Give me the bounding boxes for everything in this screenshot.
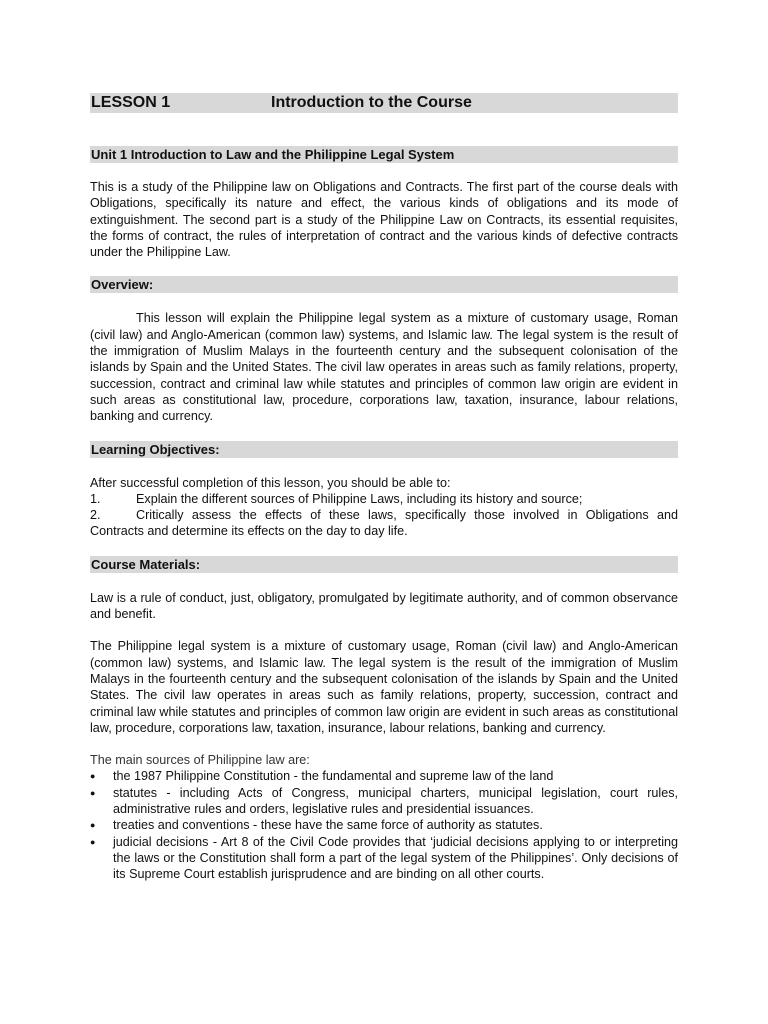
objectives-heading: Learning Objectives: (90, 441, 678, 458)
sources-intro: The main sources of Philippine law are: (90, 753, 310, 768)
bullet-icon: ● (90, 836, 96, 847)
source-text: judicial decisions - Art 8 of the Civil Code provides that ‘judicial decisions applying to or interpreting the laws or the Constitution shall form a part of the legal system of the Philippines’. Only decisions of its Supreme Court establish jurisprudence and are binding on all other courts. (113, 834, 678, 882)
objective-number: 2. (90, 508, 101, 523)
source-text: statutes - including Acts of Congress, municipal charters, municipal legislation, court rules, administrative rules and orders, legislative rules and presidential issuances. (113, 785, 678, 817)
sources-list (90, 768, 678, 882)
list-item (90, 817, 678, 833)
lesson-title: Introduction to the Course (271, 94, 472, 111)
objective-item (90, 491, 678, 507)
lesson-label: LESSON 1 (91, 94, 171, 111)
lesson-header (90, 93, 678, 113)
document-page (90, 93, 678, 883)
bullet-icon: ● (90, 771, 96, 782)
objective-text: Explain the different sources of Philippine Laws, including its history and source; (136, 491, 583, 506)
materials-heading: Course Materials: (90, 556, 678, 573)
bullet-icon: ● (90, 820, 96, 831)
list-item (90, 834, 678, 883)
overview-paragraph: This lesson will explain the Philippine legal system as a mixture of customary usage, Roman (civil law) and Anglo-American (common law) systems, and Islamic law. The legal system is the result of the immigration of Muslim Malays in the fourteenth century and the subsequent colonisation of the islands by Spain and the United States. The civil law operates in areas such as family relations, property, succession, contract and criminal law while statutes and principles of common law origin are evident in such areas as constitutional law, procedure, corporations law, taxation, insurance, labour relations, banking and currency. (90, 311, 678, 424)
overview-heading: Overview: (90, 276, 678, 293)
objective-text: Critically assess the effects of these laws, specifically those involved in Obligations and Contracts and determine its effects on the day to day life. (90, 508, 678, 539)
source-text: treaties and conventions - these have the same force of authority as statutes. (113, 818, 543, 833)
list-item (90, 768, 678, 784)
objective-item (90, 507, 678, 540)
list-item (90, 785, 678, 818)
unit-intro-paragraph: This is a study of the Philippine law on Obligations and Contracts. The first part of the course deals with Obligations, specifically its nature and effect, the various kinds of obligations and its mode of extinguishment. The second part is a study of the Philippine Law on Contracts, its essential requisites, the forms of contract, the rules of interpretation of contract and the various kinds of defective contracts under the Philippine Law. (90, 180, 678, 260)
law-definition-paragraph: Law is a rule of conduct, just, obligatory, promulgated by legitimate authority, and of common observance and benefit. (90, 590, 678, 622)
legal-system-paragraph: The Philippine legal system is a mixture of customary usage, Roman (civil law) and Anglo-American (common law) systems, and Islamic law. The legal system is the result of the immigration of Muslim Malays in the fourteenth century and the subsequent colonisation of the islands by Spain and the United States. The civil law operates in areas such as family relations, property, succession, contract and criminal law while statutes and principles of common law origin are evident in such areas as constitutional law, procedure, corporations law, taxation, insurance, labour relations, banking and currency. (90, 639, 678, 735)
source-text: the 1987 Philippine Constitution - the fundamental and supreme law of the land (113, 769, 554, 784)
objective-number: 1. (90, 491, 101, 506)
objectives-intro: After successful completion of this lesson, you should be able to: (90, 475, 451, 490)
unit-heading: Unit 1 Introduction to Law and the Philippine Legal System (90, 146, 678, 163)
bullet-icon: ● (90, 787, 96, 798)
